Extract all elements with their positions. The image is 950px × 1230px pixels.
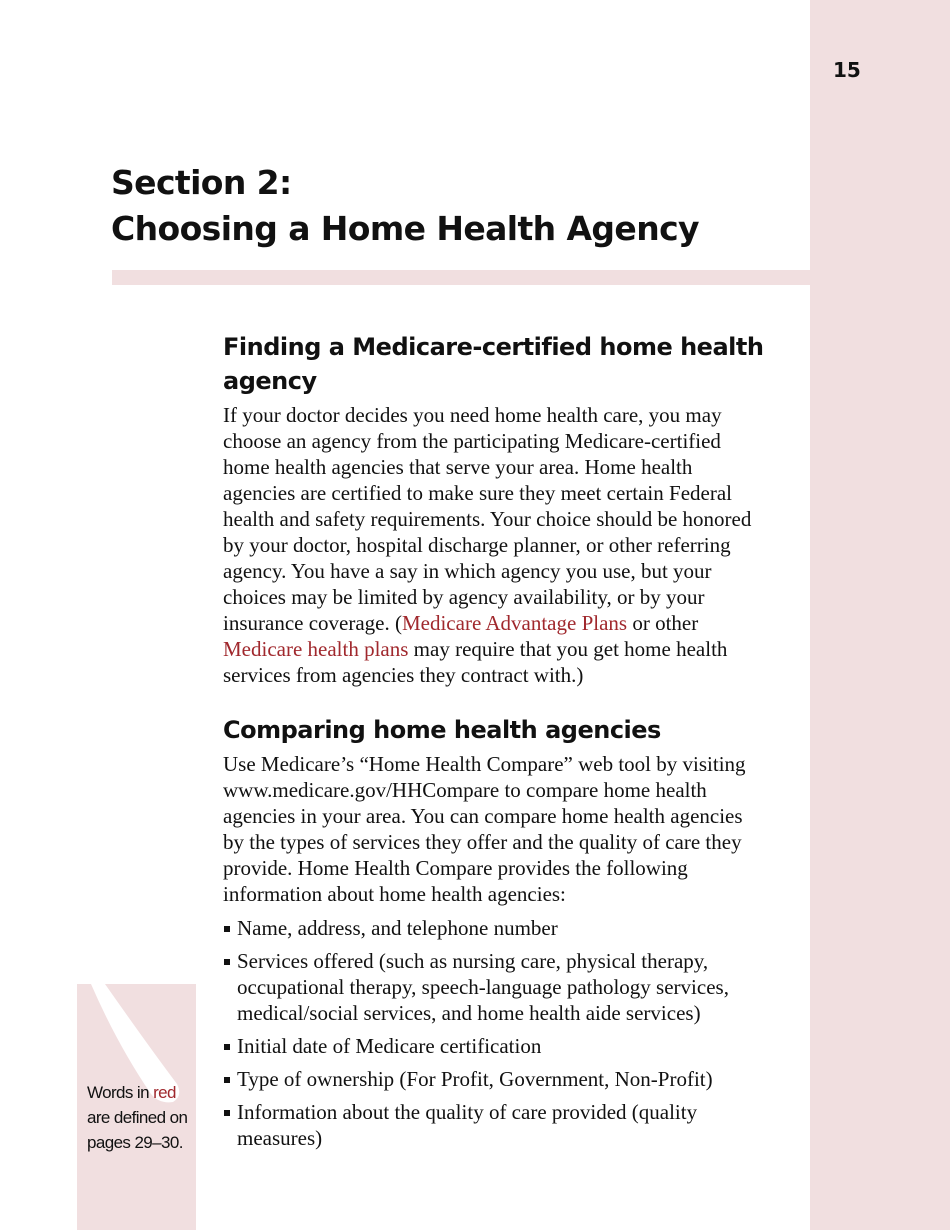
- term-medicare-advantage-plans[interactable]: Medicare Advantage Plans: [401, 611, 628, 635]
- comparing-agencies-heading: Comparing home health agencies: [223, 716, 661, 744]
- list-item-text: Information about the quality of care provided (quality measures): [237, 1100, 698, 1150]
- main-content: [223, 330, 768, 1158]
- page-number: 15: [833, 58, 861, 82]
- note-red-word: red: [153, 1083, 176, 1102]
- bullet-square-icon: [224, 1110, 230, 1116]
- definitions-note-box: [77, 984, 196, 1230]
- section-title-line-1: Section 2:: [111, 163, 292, 202]
- finding-text-middle: or other: [627, 611, 699, 635]
- section-title-line-2: Choosing a Home Health Agency: [111, 209, 699, 248]
- finding-agency-heading: Finding a Medicare-certified home health agency: [223, 333, 764, 395]
- note-prefix: Words in: [87, 1083, 154, 1102]
- note-suffix: are defined on pages 29–30.: [87, 1108, 188, 1152]
- title-divider: [112, 270, 810, 285]
- bullet-square-icon: [224, 1077, 230, 1083]
- list-item: [223, 915, 768, 941]
- list-item: [223, 1066, 768, 1092]
- compare-info-list: [223, 915, 768, 1151]
- bullet-square-icon: [224, 1044, 230, 1050]
- list-item: [223, 948, 768, 1026]
- list-item-text: Initial date of Medicare certification: [237, 1034, 542, 1058]
- finding-text-before: If your doctor decides you need home health care, you may choose an agency from the participating Medicare-certified home health agencies that serve your area. Home health agencies are certified to make sure they meet certain Federal health and safety requirements. Your choice should be honored by your doctor, hospital discharge planner, or other referring agency. You have a say in which agency you use, but your choices may be limited by agency availability, or by your insurance coverage. (: [223, 403, 752, 635]
- list-item-text: Type of ownership (For Profit, Government, Non-Profit): [237, 1067, 713, 1091]
- list-item-text: Services offered (such as nursing care, physical therapy, occupational therapy, speech-language pathology services, medical/social services, and home health aide services): [237, 949, 729, 1025]
- list-item-text: Name, address, and telephone number: [237, 916, 558, 940]
- bullet-square-icon: [224, 959, 230, 965]
- list-item: [223, 1099, 768, 1151]
- term-medicare-health-plans[interactable]: Medicare health plans: [223, 637, 409, 661]
- comparing-agencies-paragraph: Use Medicare’s “Home Health Compare” web tool by visiting www.medicare.gov/HHCompare to compare home health agencies in your area. You can compare home health agencies by the types of services they offer and the quality of care they provide. Home Health Compare provides the following information about home health agencies:: [223, 752, 746, 906]
- finding-text-after: may require that you get home health services from agencies they contract with.): [223, 637, 728, 687]
- section-title: [111, 160, 699, 252]
- list-item: [223, 1033, 768, 1059]
- right-sidebar-band: [810, 0, 950, 1230]
- definitions-note: [87, 1080, 193, 1155]
- bullet-square-icon: [224, 926, 230, 932]
- finding-agency-paragraph: [223, 402, 768, 688]
